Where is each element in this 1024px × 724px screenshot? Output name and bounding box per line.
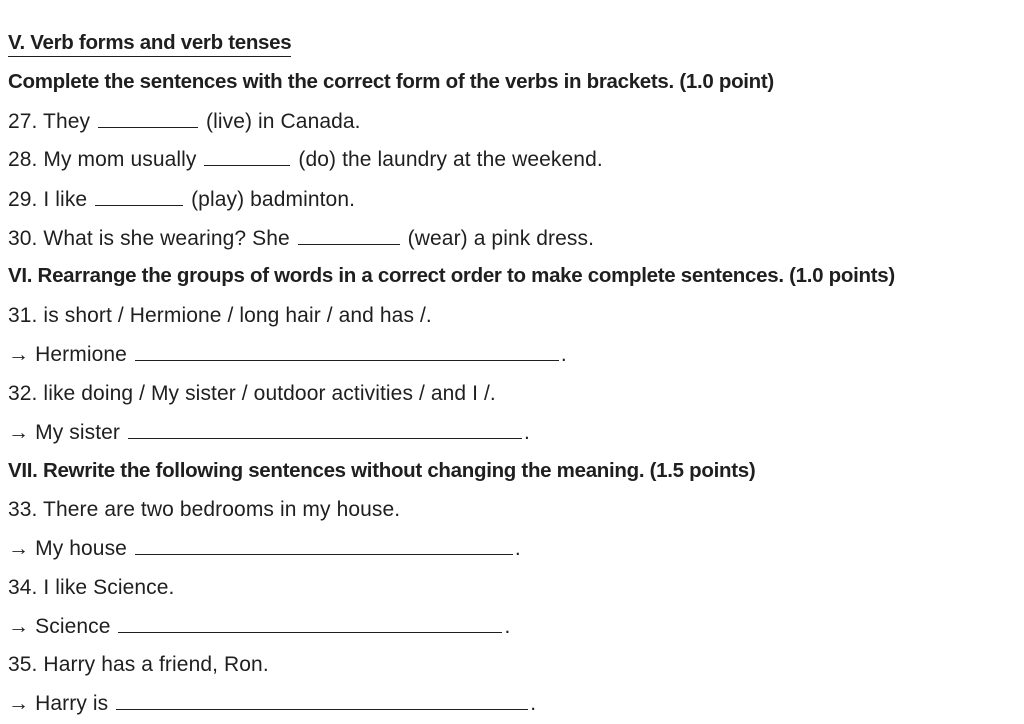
question-34-prompt: 34. I like Science. bbox=[8, 576, 175, 599]
question-34-answer-line bbox=[8, 614, 510, 640]
question-31-end: . bbox=[560, 343, 567, 366]
question-27 bbox=[8, 109, 361, 135]
question-33-end: . bbox=[514, 537, 521, 560]
question-32-end: . bbox=[523, 421, 530, 444]
arrow-icon: → bbox=[8, 537, 30, 560]
question-35-start: Harry is bbox=[35, 692, 109, 715]
question-34-start: Science bbox=[35, 615, 111, 638]
question-32-start: My sister bbox=[35, 421, 121, 444]
question-29 bbox=[8, 187, 355, 213]
answer-blank-30[interactable] bbox=[298, 226, 400, 245]
question-33-start: My house bbox=[35, 537, 127, 560]
question-30 bbox=[8, 226, 594, 252]
question-35-answer-line bbox=[8, 691, 536, 717]
answer-blank-27[interactable] bbox=[98, 109, 198, 128]
question-34-end: . bbox=[504, 615, 511, 638]
answer-blank-33[interactable] bbox=[135, 536, 513, 555]
question-35-end: . bbox=[530, 692, 537, 715]
question-33-prompt: 33. There are two bedrooms in my house. bbox=[8, 498, 401, 521]
answer-blank-34[interactable] bbox=[118, 614, 502, 633]
question-28 bbox=[8, 147, 603, 173]
answer-blank-29[interactable] bbox=[95, 187, 183, 206]
question-33-answer-line bbox=[8, 536, 521, 562]
question-27-before: 27. They bbox=[8, 110, 91, 133]
question-32-answer-line bbox=[8, 420, 530, 446]
answer-blank-28[interactable] bbox=[204, 147, 290, 166]
question-30-after: (wear) a pink dress. bbox=[407, 227, 595, 250]
answer-blank-31[interactable] bbox=[135, 342, 559, 361]
arrow-icon: → bbox=[8, 692, 30, 715]
question-28-before: 28. My mom usually bbox=[8, 148, 197, 171]
arrow-icon: → bbox=[8, 343, 30, 366]
section-5-title bbox=[8, 30, 291, 56]
question-30-before: 30. What is she wearing? She bbox=[8, 227, 290, 250]
section-5-instruction: Complete the sentences with the correct form of the verbs in brackets. (1.0 point) bbox=[8, 70, 774, 93]
question-31-prompt: 31. is short / Hermione / long hair / and has /. bbox=[8, 304, 432, 327]
answer-blank-32[interactable] bbox=[128, 420, 522, 439]
question-31-answer-line bbox=[8, 342, 567, 368]
section-5-title-text: V. Verb forms and verb tenses bbox=[8, 31, 291, 57]
section-7-title: VII. Rewrite the following sentences without changing the meaning. (1.5 points) bbox=[8, 459, 756, 482]
answer-blank-35[interactable] bbox=[116, 691, 528, 710]
question-29-before: 29. I like bbox=[8, 188, 88, 211]
question-31-start: Hermione bbox=[35, 343, 127, 366]
question-28-after: (do) the laundry at the weekend. bbox=[298, 148, 603, 171]
section-6-title: VI. Rearrange the groups of words in a correct order to make complete sentences. (1.0 points) bbox=[8, 264, 895, 287]
arrow-icon: → bbox=[8, 615, 30, 638]
question-27-after: (live) in Canada. bbox=[206, 110, 361, 133]
question-35-prompt: 35. Harry has a friend, Ron. bbox=[8, 653, 269, 676]
question-32-prompt: 32. like doing / My sister / outdoor activities / and I /. bbox=[8, 382, 496, 405]
question-29-after: (play) badminton. bbox=[191, 188, 356, 211]
arrow-icon: → bbox=[8, 421, 30, 444]
